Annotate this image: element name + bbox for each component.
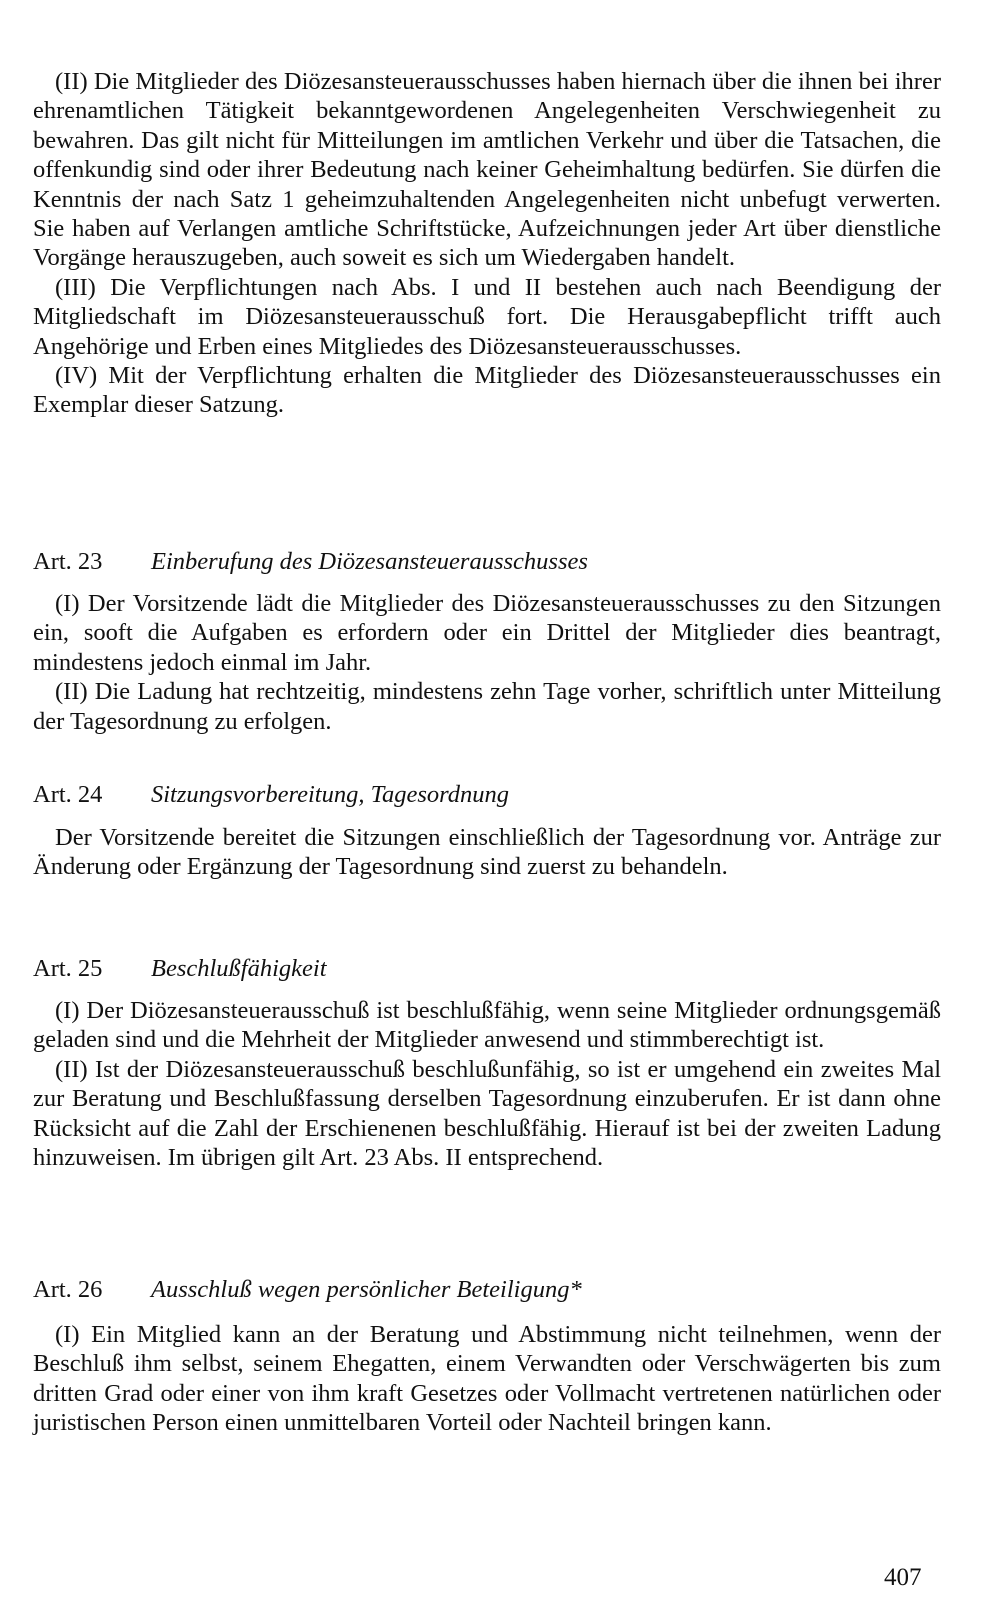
art23-body — [33, 589, 941, 736]
art24-title: Sitzungsvorbereitung, Tagesordnung — [151, 781, 509, 808]
art23-paragraph-2: (II) Die Ladung hat rechtzeitig, mindestens zehn Tage vorher, schriftlich unter Mitteilung der Tagesordnung zu erfolgen. — [33, 678, 941, 735]
art26-body — [33, 1320, 941, 1438]
art26-number: Art. 26 — [33, 1276, 103, 1303]
art26-paragraph-1: (I) Ein Mitglied kann an der Beratung und Abstimmung nicht teilnehmen, wenn der Beschluß ihm selbst, seinem Ehegatten, einem Verwandten oder Verschwägerten bis zum dritten Grad oder einer von ihm kraft Gesetzes oder Vollmacht vertretenen natürlichen oder juristischen Person einen unmittelbaren Vorteil oder Nachteil bringen kann. — [33, 1321, 941, 1437]
intro-paragraph-2: (II) Die Mitglieder des Diözesansteuerausschusses haben hiernach über die ihnen bei ihrer ehrenamtlichen Tätigkeit bekanntgewordenen Angelegenheiten Verschwiegenheit zu bewahren. Das gilt nicht für Mitteilungen im amtlichen Verkehr und über die Tatsachen, die offenkundig sind oder ihrer Bedeutung nach keiner Geheimhaltung bedürfen. Sie dürfen die Kenntnis der nach Satz 1 geheimzuhaltenden Angelegenheiten nicht unbefugt verwerten. Sie haben auf Verlangen amtliche Schriftstücke, Aufzeichnungen jeder Art über dienstliche Vorgänge herauszugeben, auch soweit es sich um Wiedergaben handelt. — [33, 68, 941, 272]
art26-heading — [33, 1275, 941, 1305]
art25-title: Beschlußfähigkeit — [151, 955, 327, 982]
art26-title: Ausschluß wegen persönlicher Beteiligung* — [151, 1276, 582, 1303]
intro-paragraph-4: (IV) Mit der Verpflichtung erhalten die Mitglieder des Diözesansteuerausschusses ein Exemplar dieser Satzung. — [33, 362, 941, 419]
art24-body — [33, 823, 941, 882]
art23-heading — [33, 547, 941, 577]
art23-title: Einberufung des Diözesansteuerausschusses — [151, 548, 588, 575]
art25-paragraph-2: (II) Ist der Diözesansteuerausschuß beschlußunfähig, so ist er umgehend ein zweites Mal zur Beratung und Beschlußfassung derselben Tagesordnung einzuberufen. Er ist dann ohne Rücksicht auf die Zahl der Erschienenen beschlußfähig. Hierauf ist bei der zweiten Ladung hinzuweisen. Im übrigen gilt Art. 23 Abs. II entsprechend. — [33, 1055, 941, 1172]
art25-body — [33, 996, 941, 1172]
intro-section — [33, 67, 941, 420]
art25-heading — [33, 954, 941, 984]
art24-heading — [33, 780, 941, 810]
art24-paragraph-1: Der Vorsitzende bereitet die Sitzungen einschließlich der Tagesordnung vor. Anträge zur Änderung oder Ergänzung der Tagesordnung sind zuerst zu behandeln. — [33, 824, 941, 881]
art23-paragraph-1: (I) Der Vorsitzende lädt die Mitglieder des Diözesansteuerausschusses zu den Sitzungen ein, sooft die Aufgaben es erfordern oder ein Drittel der Mitglieder dies beantragt, mindestens jedoch einmal im Jahr. — [33, 590, 941, 676]
art23-number: Art. 23 — [33, 548, 103, 575]
page-number: 407 — [884, 1564, 922, 1591]
art25-number: Art. 25 — [33, 955, 103, 982]
intro-paragraph-3: (III) Die Verpflichtungen nach Abs. I und II bestehen auch nach Beendigung der Mitgliedschaft im Diözesansteuerausschuß fort. Die Herausgabepflicht trifft auch Angehörige und Erben eines Mitgliedes des Diözesansteuerausschusses. — [33, 273, 941, 360]
art24-number: Art. 24 — [33, 781, 103, 808]
art25-paragraph-1: (I) Der Diözesansteuerausschuß ist beschlußfähig, wenn seine Mitglieder ordnungsgemäß geladen sind und die Mehrheit der Mitglieder anwesend und stimmberechtigt ist. — [33, 997, 941, 1054]
